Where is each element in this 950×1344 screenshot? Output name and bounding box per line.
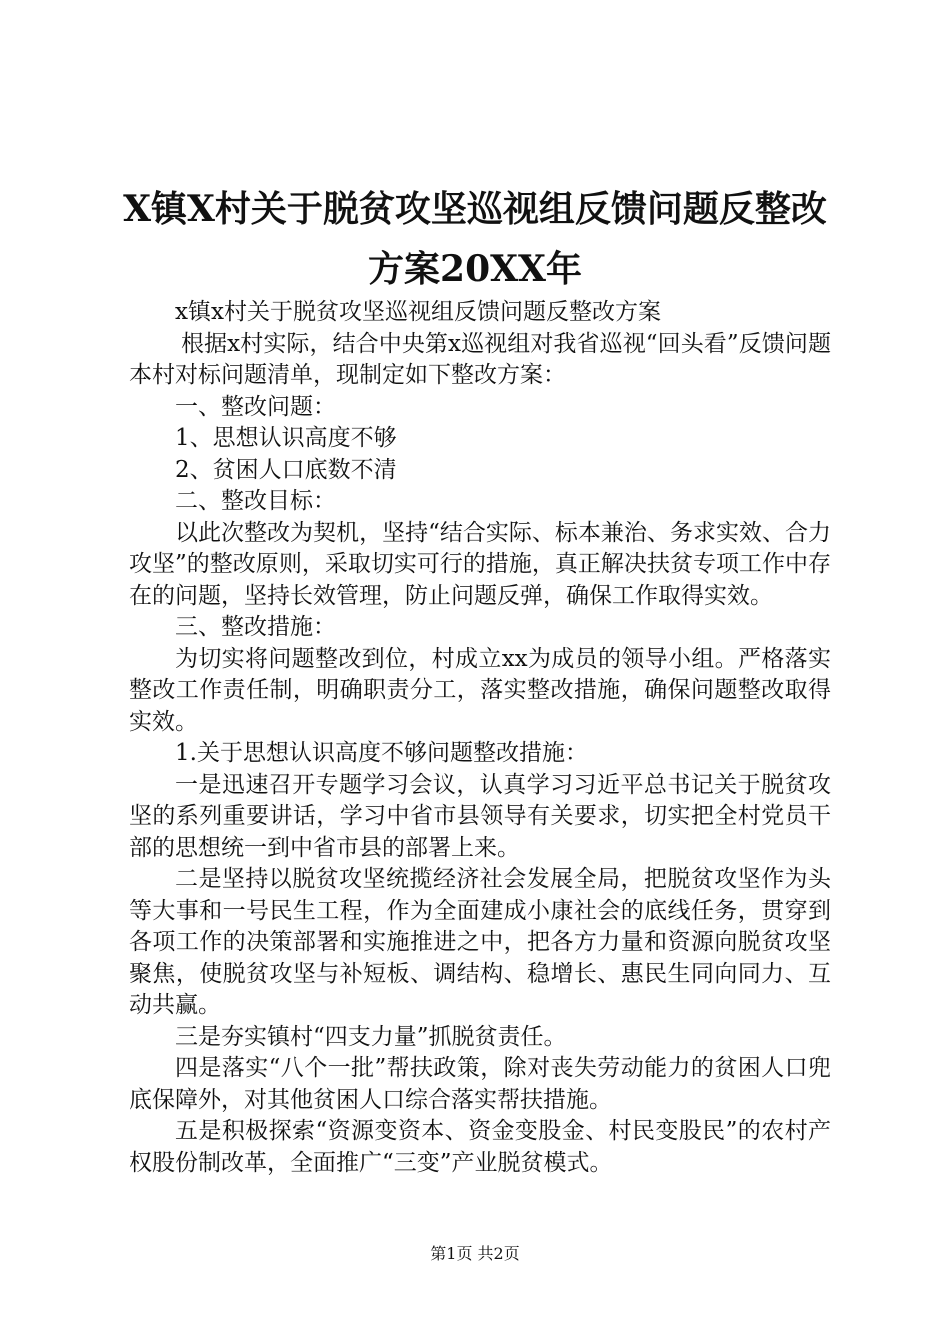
page-footer: 第1页 共2页	[430, 1244, 520, 1263]
measures-paragraph: 为切实将问题整改到位，村成立xx为成员的领导小组。严格落实整改工作责任制，明确职责分工，落实整改措施，确保问题整改取得实效。	[129, 645, 831, 735]
measure-item-4: 四是落实“八个一批”帮扶政策，除对丧失劳动能力的贫困人口兜底保障外，对其他贫困人口综合落实帮扶措施。	[129, 1055, 831, 1113]
measure-item-2: 二是坚持以脱贫攻坚统揽经济社会发展全局，把脱贫攻坚作为头等大事和一号民生工程，作为全面建成小康社会的底线任务，贯穿到各项工作的决策部署和实施推进之中，把各方力量和资源向脱贫攻坚聚焦，使脱贫攻坚与补短板、调结构、稳增长、惠民生同向同力、互动共赢。	[129, 866, 831, 1018]
problem-item-2: 2、贫困人口底数不清	[175, 456, 397, 483]
goals-paragraph: 以此次整改为契机，坚持“结合实际、标本兼治、务求实效、合力攻坚”的整改原则，采取切实可行的措施，真正解决扶贫专项工作中存在的问题，坚持长效管理，防止问题反弹，确保工作取得实效。	[129, 519, 831, 609]
section-heading-goals: 二、整改目标：	[175, 488, 336, 514]
measure-item-5: 五是积极探索“资源变资本、资金变股金、村民变股民”的农村产权股份制改革，全面推广“三变”产业脱贫模式。	[129, 1118, 831, 1176]
document-title-line-2: 方案20XX年	[368, 248, 582, 290]
document-title-line-1: X镇X村关于脱贫攻坚巡视组反馈问题反整改	[123, 188, 827, 230]
section-heading-measures: 三、整改措施：	[175, 614, 336, 640]
intro-paragraph: 根据x村实际，结合中央第x巡视组对我省巡视“回头看”反馈问题本村对标问题清单，现制定如下整改方案：	[129, 330, 831, 388]
problem-item-1: 1、思想认识高度不够	[175, 425, 397, 451]
document-body	[129, 297, 831, 1179]
measure-item-3: 三是夯实镇村“四支力量”抓脱贫责任。	[175, 1023, 567, 1050]
measure-item-1: 一是迅速召开专题学习会议，认真学习习近平总书记关于脱贫攻坚的系列重要讲话，学习中省市县领导有关要求，切实把全村党员干部的思想统一到中省市县的部署上来。	[129, 771, 831, 861]
measure-subheading-1: 1.关于思想认识高度不够问题整改措施：	[175, 740, 588, 766]
section-heading-problems: 一、整改问题：	[175, 393, 336, 420]
subtitle-paragraph: x镇x村关于脱贫攻坚巡视组反馈问题反整改方案	[175, 299, 661, 325]
